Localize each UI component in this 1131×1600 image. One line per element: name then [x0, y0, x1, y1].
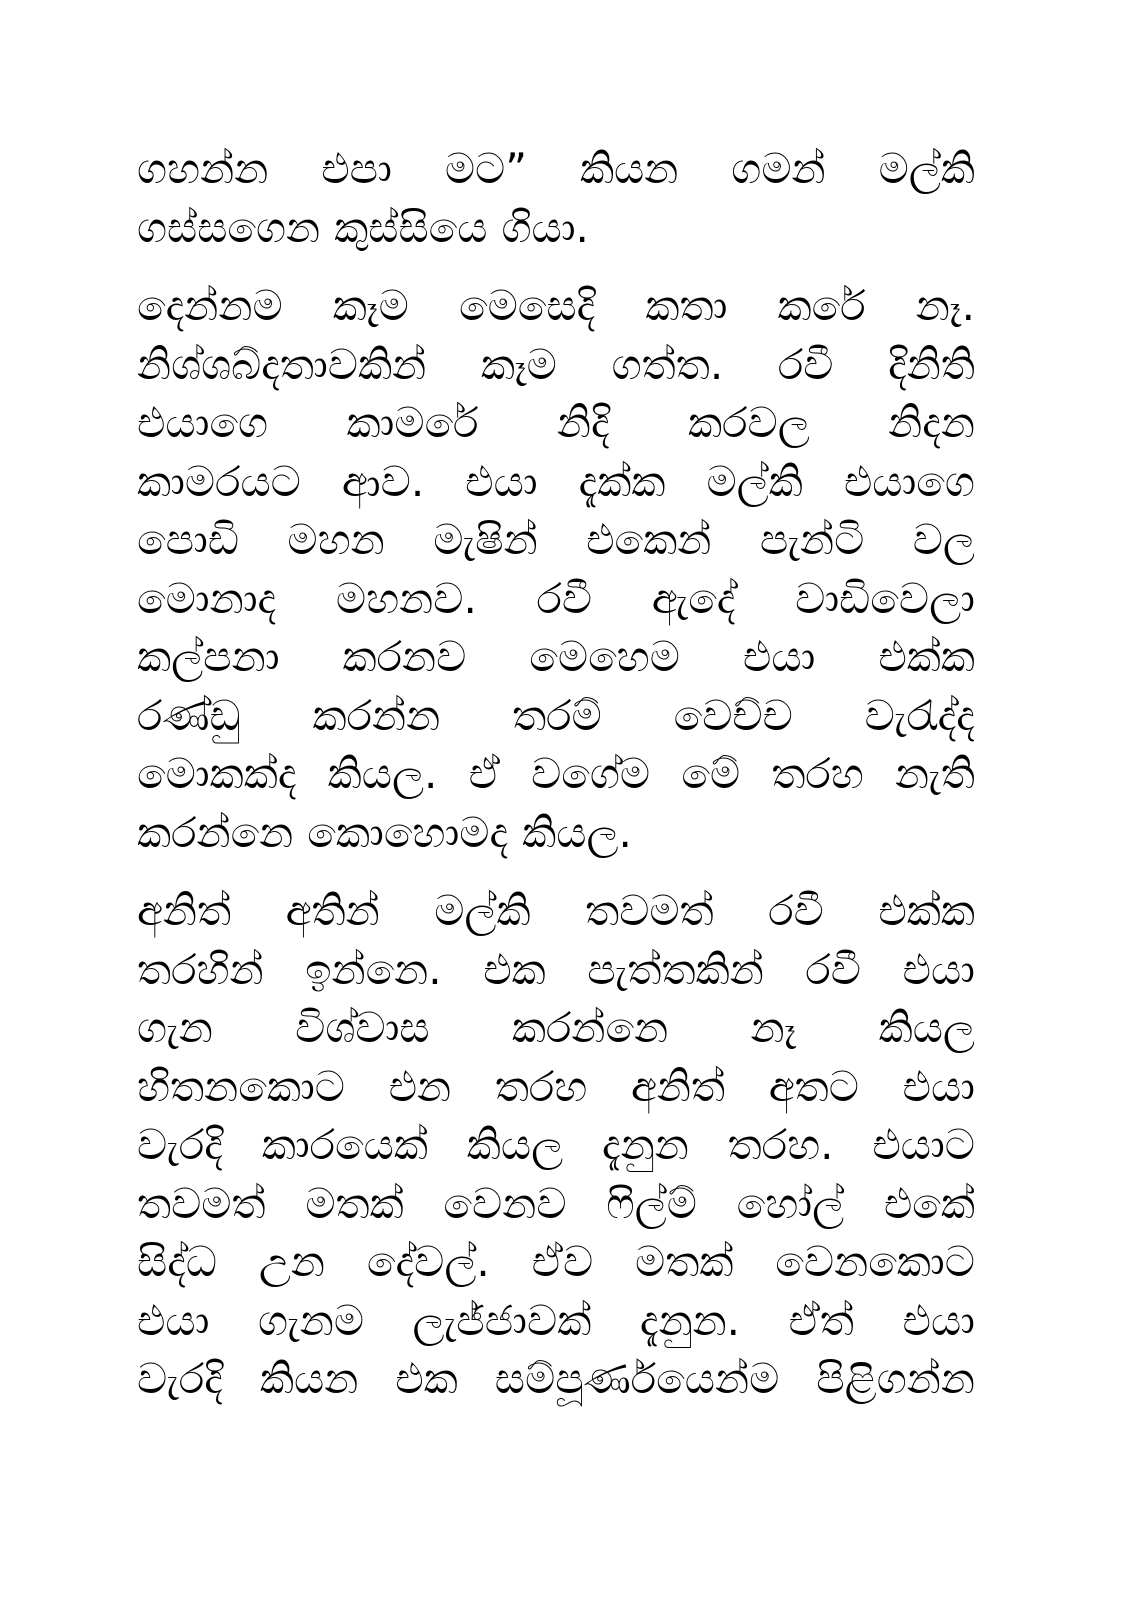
word: කෑම: [332, 281, 409, 330]
text-line: [137, 804, 975, 863]
word: ෆිල්ම්: [606, 1178, 697, 1228]
word: තරහ: [771, 749, 864, 798]
word: එක: [483, 944, 546, 994]
word: වැරැද්ද: [864, 690, 975, 740]
word: හිතනකොට: [137, 1061, 345, 1111]
word: කාමරේ: [346, 398, 479, 447]
word: මේ: [681, 749, 741, 798]
word: ගමන්: [731, 144, 826, 193]
word: වෙනව: [443, 1178, 567, 1228]
word: එපා: [321, 144, 392, 193]
word: හෝල්: [736, 1178, 845, 1228]
text-line: [137, 1292, 975, 1351]
word: රවී: [536, 573, 593, 623]
word: දේවල්.: [366, 1237, 490, 1286]
word: එක්ක: [878, 886, 975, 935]
word: සම්පූර්ණයෙන්ම: [494, 1354, 780, 1403]
word: මෙහෙම: [529, 632, 680, 681]
word: වල: [912, 515, 975, 564]
word: නිදි: [556, 398, 610, 447]
word: කියල: [466, 1120, 564, 1169]
word: කෑම: [480, 339, 557, 389]
text-line: [137, 628, 975, 687]
word: කියල.: [522, 807, 632, 857]
word: වෙනකොට: [775, 1237, 975, 1286]
word: කරනව: [342, 632, 467, 681]
word: වාඩිවෙලා: [795, 573, 975, 623]
text-line: [137, 687, 975, 746]
word: කාරයෙක්: [261, 1120, 428, 1169]
word: මල්කි: [434, 886, 531, 935]
word: ගියා.: [501, 202, 589, 252]
word: මල්කි: [878, 144, 975, 193]
word: කරන්න: [312, 690, 441, 740]
text-line: [137, 745, 975, 804]
text-line: [137, 1233, 975, 1292]
text-line: [137, 570, 975, 629]
text-line: [137, 1058, 975, 1117]
word: කල්පනා: [137, 632, 280, 681]
word: දෙන්නම: [137, 281, 283, 330]
text-line: [137, 1116, 975, 1175]
word: කරේ: [777, 281, 866, 330]
word: තවමත්: [585, 886, 714, 935]
word: රණ්ඩු: [137, 690, 241, 740]
text-line: [137, 453, 975, 512]
word: කරවල: [688, 398, 810, 447]
word: වගේම: [531, 749, 651, 798]
word: ඒ: [468, 749, 500, 798]
word: විශ්වාස: [295, 1003, 430, 1052]
word: දැනුන.: [639, 1295, 741, 1345]
word: මහන: [287, 515, 385, 564]
word: තරහ: [494, 1061, 588, 1111]
word: ගත්ත.: [611, 339, 724, 389]
text-line: [137, 941, 975, 1000]
paragraph-3: [137, 882, 975, 1409]
word: මතක්: [305, 1178, 404, 1228]
word: මල්කි: [706, 456, 803, 506]
word: පැත්තකින්: [587, 944, 764, 994]
text-line: [137, 882, 975, 941]
word: තරම්: [512, 690, 602, 740]
word: අතින්: [285, 886, 380, 935]
word: කතා: [645, 281, 728, 330]
word: එයාගෙ: [843, 456, 975, 506]
word: වෙච්ච: [673, 690, 793, 740]
word: තරහ.: [727, 1120, 834, 1169]
word: කාමරයට: [137, 456, 301, 506]
word: එක්ක: [878, 632, 975, 681]
word: ගැනම: [257, 1295, 365, 1345]
word: තවමත්: [137, 1178, 266, 1228]
word: ලැජ්ජාවක්: [412, 1295, 592, 1345]
word: ගස්සගෙන: [137, 202, 321, 252]
text-line: [137, 1175, 975, 1234]
word: කියන: [259, 1354, 359, 1403]
word: එයාට: [872, 1120, 975, 1169]
word: එන: [388, 1061, 452, 1111]
text-line: [137, 140, 975, 199]
text-line: [137, 511, 975, 570]
word: කියල: [878, 1003, 975, 1052]
word: එක: [395, 1354, 458, 1403]
word: වැරදි: [137, 1120, 223, 1169]
word: එයා: [902, 1061, 975, 1111]
word: එයා: [465, 456, 538, 506]
word: ගහන්න: [137, 144, 269, 193]
word: රවී: [768, 886, 824, 935]
word: කොහොමද: [307, 807, 509, 857]
word: අතට: [768, 1061, 859, 1111]
word: නිශ්ශබ්දතාවකින්: [137, 339, 427, 389]
text-line: [137, 277, 975, 336]
word: මහනව.: [335, 573, 477, 623]
word: නැති: [895, 749, 975, 798]
text-line: [137, 999, 975, 1058]
word: දැක්ක: [578, 456, 666, 506]
word: කියල.: [327, 749, 438, 798]
word: අනිත්: [630, 1061, 726, 1111]
paragraph-1: [137, 140, 975, 257]
word: කරන්නෙ: [137, 807, 294, 857]
word: එයාගෙ: [137, 398, 269, 447]
word: අනිත්: [137, 886, 232, 935]
word: මොනාද: [137, 573, 277, 623]
word: පැන්ටි: [759, 515, 865, 564]
word: සිද්ධ: [137, 1237, 217, 1286]
word: ආව.: [341, 456, 425, 506]
document-page: [137, 140, 975, 1429]
word: එකේ: [883, 1178, 975, 1228]
text-line: [137, 1350, 975, 1409]
text-line: [137, 199, 975, 258]
word: වැරදි: [137, 1354, 223, 1403]
word: එයා: [742, 632, 816, 681]
word: මෙසෙදි: [458, 281, 596, 330]
word: නිදන: [888, 398, 975, 447]
word: දැනුන: [601, 1120, 689, 1169]
word: පිළිගන්න: [816, 1354, 975, 1403]
word: කුස්සියෙ: [334, 202, 488, 252]
word: කියන: [579, 144, 679, 193]
word: රවී: [777, 339, 834, 389]
paragraph-2: [137, 277, 975, 862]
word: නෑ.: [915, 281, 975, 330]
text-line: [137, 336, 975, 395]
word: නෑ: [750, 1003, 797, 1052]
word: උන: [258, 1237, 325, 1286]
word: තරහින්: [137, 944, 264, 994]
word: එකෙන්: [586, 515, 712, 564]
text-line: [137, 394, 975, 453]
word: මැෂින්: [433, 515, 538, 564]
word: ඇදේ: [651, 573, 736, 623]
word: රවී: [805, 944, 861, 994]
word: ඒත්: [788, 1295, 854, 1345]
word: එයා: [137, 1295, 210, 1345]
word: ගැන: [137, 1003, 213, 1052]
word: ඒව: [531, 1237, 594, 1286]
word: පොඩි: [137, 515, 239, 564]
word: ඉන්නෙ.: [305, 944, 442, 994]
word: කරන්නෙ: [511, 1003, 669, 1052]
word: එයා: [902, 1295, 975, 1345]
word: මට”: [444, 144, 528, 193]
word: මතක්: [635, 1237, 734, 1286]
word: එයා: [902, 944, 975, 994]
word: දිනිති: [888, 339, 975, 389]
word: මොකක්ද: [137, 749, 297, 798]
